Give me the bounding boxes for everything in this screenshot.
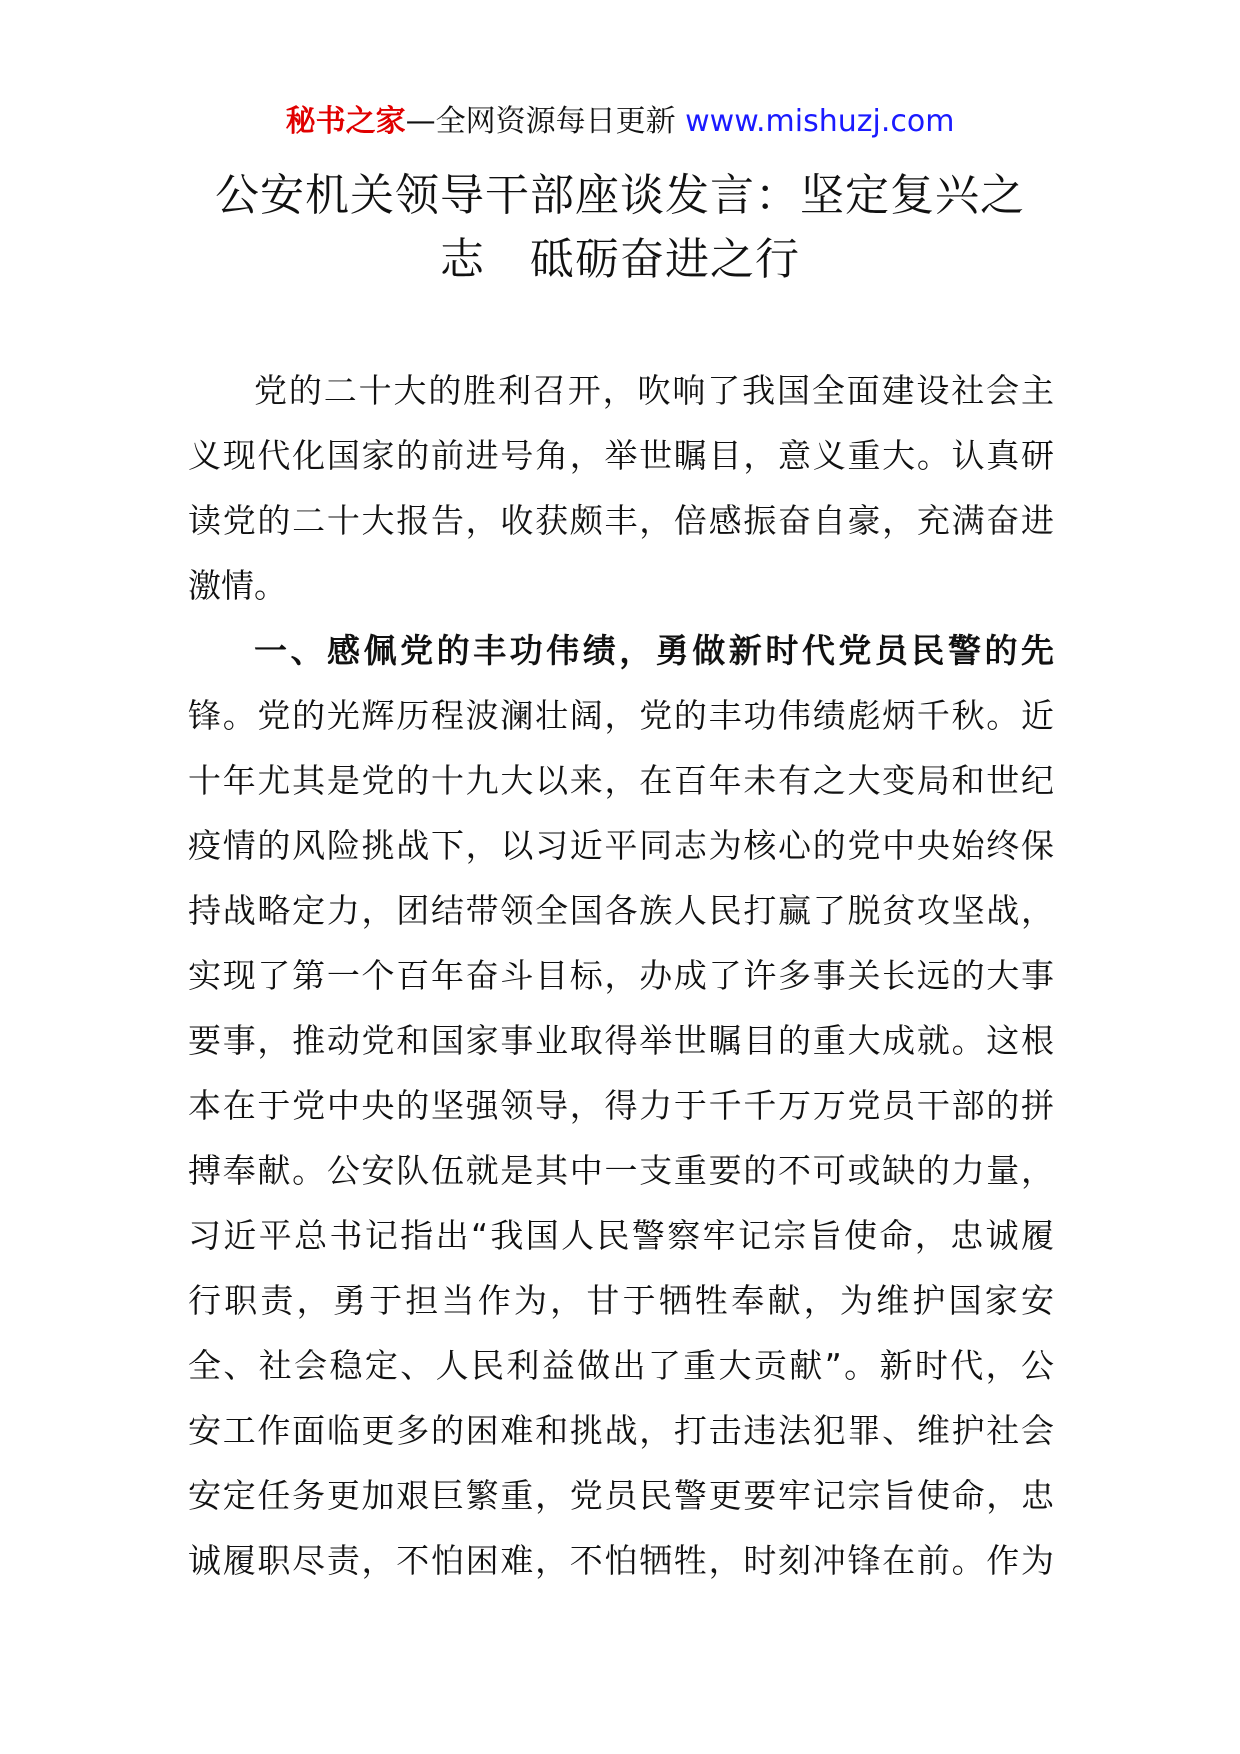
text-line: 安定任务更加艰巨繁重，党员民警更要牢记宗旨使命，忠 (188, 1476, 1054, 1515)
text-line: 搏奉献。公安队伍就是其中一支重要的不可或缺的力量， (188, 1151, 1054, 1190)
title-line-1: 公安机关领导干部座谈发言：坚定复兴之 (215, 170, 1025, 221)
text-line: 习近平总书记指出“我国人民警察牢记宗旨使命，忠诚履 (188, 1216, 1054, 1255)
document-body (188, 358, 1054, 1593)
section-heading: 一、感佩党的丰功伟绩，勇做新时代党员民警的先 (254, 631, 1054, 670)
text-line: 义现代化国家的前进号角，举世瞩目，意义重大。认真研 (188, 436, 1054, 475)
text-line: 诚履职尽责，不怕困难，不怕牺牲，时刻冲锋在前。作为 (188, 1541, 1054, 1580)
text-line: 实现了第一个百年奋斗目标，办成了许多事关长远的大事 (188, 956, 1054, 995)
text-line: 安工作面临更多的困难和挑战，打击违法犯罪、维护社会 (188, 1411, 1054, 1450)
text-line: 全、社会稳定、人民利益做出了重大贡献”。新时代，公 (188, 1346, 1054, 1385)
paragraph-section-1 (188, 618, 1054, 1593)
text-line: 疫情的风险挑战下，以习近平同志为核心的党中央始终保 (188, 826, 1054, 865)
text-line: 激情。 (188, 566, 287, 605)
text-line: 十年尤其是党的十九大以来，在百年未有之大变局和世纪 (188, 761, 1054, 800)
text-line: 党的二十大的胜利召开，吹响了我国全面建设社会主 (254, 371, 1054, 410)
text-line: 持战略定力，团结带领全国各族人民打赢了脱贫攻坚战， (188, 891, 1054, 930)
title-line-2: 志 砥砺奋进之行 (440, 234, 800, 285)
site-tagline: —全网资源每日更新 (405, 104, 676, 139)
text-line: 行职责，勇于担当作为，甘于牺牲奉献，为维护国家安 (188, 1281, 1054, 1320)
site-header (0, 100, 1240, 144)
text-line: 锋。党的光辉历程波澜壮阔，党的丰功伟绩彪炳千秋。近 (188, 696, 1054, 735)
text-line: 读党的二十大报告，收获颇丰，倍感振奋自豪，充满奋进 (188, 501, 1054, 540)
site-brand: 秘书之家 (285, 104, 406, 139)
paragraph-intro (188, 358, 1054, 618)
text-line: 本在于党中央的坚强领导，得力于千千万万党员干部的拼 (188, 1086, 1054, 1125)
site-url[interactable]: www.mishuzj.com (685, 104, 955, 139)
text-line: 要事，推动党和国家事业取得举世瞩目的重大成就。这根 (188, 1021, 1054, 1060)
document-title (190, 164, 1050, 292)
